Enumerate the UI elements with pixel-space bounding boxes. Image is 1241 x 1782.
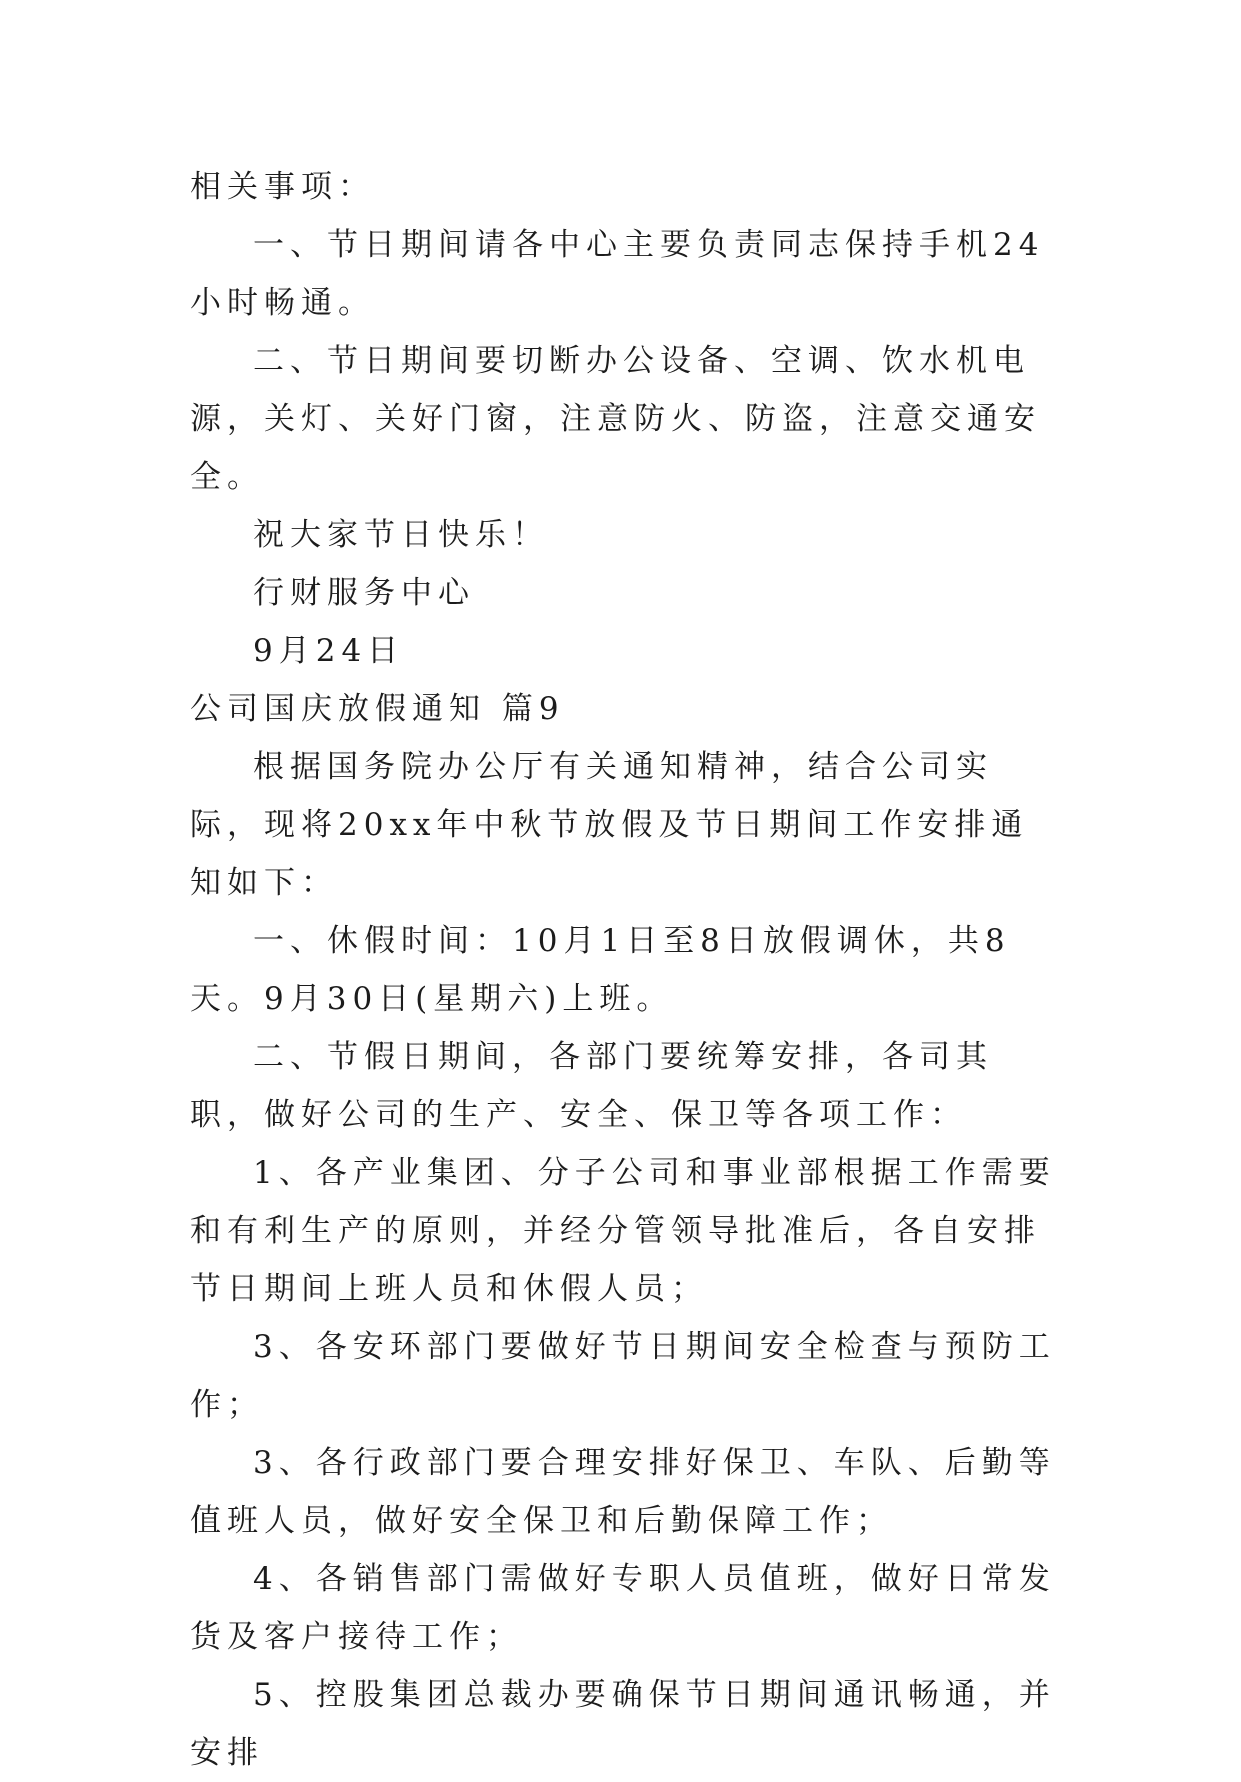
paragraph-item-1: 一、节日期间请各中心主要负责同志保持手机24小时畅通。	[190, 227, 1045, 321]
document-body	[190, 158, 1060, 1782]
section-title: 公司国庆放假通知 篇9	[190, 691, 565, 727]
section-heading-related-matters: 相关事项：	[190, 169, 375, 205]
list-item-3b: 3、各行政部门要合理安排好保卫、车队、后勤等值班人员，做好安全保卫和后勤保障工作；	[190, 1445, 1056, 1539]
paragraph-holiday-duties: 二、节假日期间，各部门要统筹安排，各司其职，做好公司的生产、安全、保卫等各项工作：	[190, 1039, 993, 1133]
signature-department: 行财服务中心	[253, 575, 475, 611]
intro-paragraph: 根据国务院办公厅有关通知精神，结合公司实际，现将20xx年中秋节放假及节日期间工作安排通知如下：	[190, 749, 1029, 901]
signature-date: 9月24日	[253, 633, 405, 669]
list-item-5: 5、控股集团总裁办要确保节日期间通讯畅通，并安排	[190, 1677, 1056, 1771]
list-item-1: 1、各产业集团、分子公司和事业部根据工作需要和有利生产的原则，并经分管领导批准后，各自安排节日期间上班人员和休假人员；	[190, 1155, 1056, 1307]
list-item-3a: 3、各安环部门要做好节日期间安全检查与预防工作；	[190, 1329, 1056, 1423]
paragraph-vacation-time: 一、休假时间：10月1日至8日放假调休，共8天。9月30日(星期六)上班。	[190, 923, 1011, 1017]
list-item-4: 4、各销售部门需做好专职人员值班，做好日常发货及客户接待工作；	[190, 1561, 1056, 1655]
greeting-line: 祝大家节日快乐！	[253, 517, 549, 553]
paragraph-item-2: 二、节日期间要切断办公设备、空调、饮水机电源，关灯、关好门窗，注意防火、防盗，注意交通安全。	[190, 343, 1041, 495]
